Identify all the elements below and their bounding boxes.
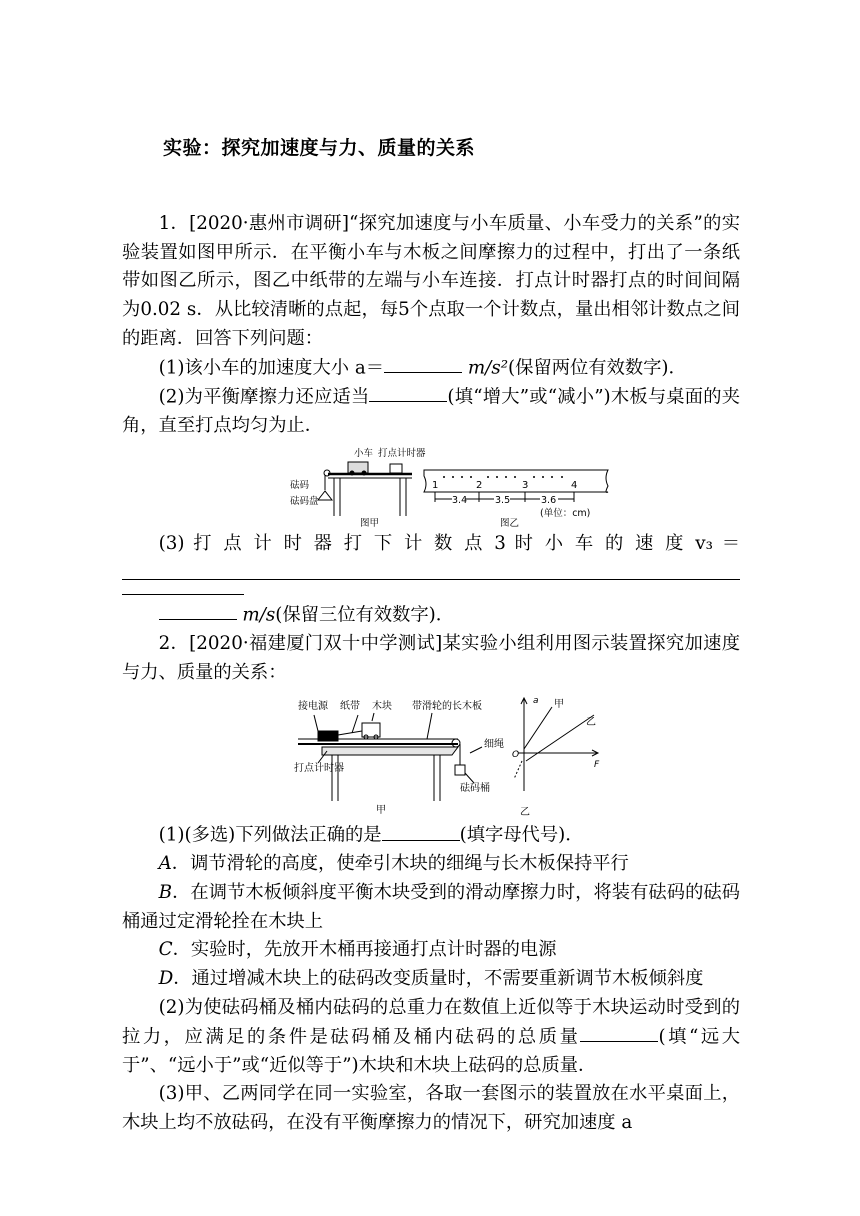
page-title: 实验：探究加速度与力、质量的关系 [163,137,476,159]
a-f-graph [514,698,598,791]
answer-blank[interactable] [580,1023,658,1042]
cart-label: 小车 [354,448,374,460]
question-2-intro: 2．[2020·福建厦门双十中学测试]某实验小组利用图示装置探究加速度与力、质量的关系： [122,632,740,683]
answer-blank[interactable] [384,354,462,373]
weight-label: 砝码 [290,480,310,492]
q1-part-2-text: (2)为平衡摩擦力还应适当 [158,385,370,407]
q1-part-3-cont [122,601,740,630]
q2-part-1-text: (1)(多选)下列做法正确的是 [158,824,382,846]
q1-part-1 [122,354,740,383]
q1-part-1-note: (保留两位有效数字)． [508,356,687,378]
label-power: 接电源 [298,701,328,713]
q2-part-1 [122,821,740,850]
figure-2 [122,691,740,819]
option-d [122,965,740,994]
option-a-text: ．调节滑轮的高度，使牵引木块的细绳与长木板保持平行 [171,853,629,875]
answer-blank[interactable] [369,383,447,402]
answer-line-short[interactable] [122,580,244,595]
distance-3-4: 3.6 [541,495,557,507]
tape-dots [443,476,563,478]
option-c-letter: C [158,939,173,961]
figure-1-drawing [122,444,740,528]
question-1-intro: 1．[2020·惠州市调研]“探究加速度与小车质量、小车受力的关系”的实验装置如图甲所示．在平衡小车与木板之间摩擦力的过程中，打出了一条纸带如图乙所示，图乙中纸带的左端与小车连接．打点计时器打点的时间间隔为0.02 s．从比较清晰的点起，每5个点取一个计数点，量出相邻计数点之间的距离．回答下列问题： [122,213,740,349]
setup-diagram [298,713,482,801]
origin-label: O [512,750,520,761]
q2-part-2-note: (填“远大于”、“远小于”或“近似等于”)木块和木块上砝码的总质量． [122,1025,741,1076]
caption-b: 图乙 [500,518,520,529]
timer-label: 打点计时器 [378,448,426,460]
answer-blank[interactable] [382,821,460,840]
line-jia-label: 甲 [554,699,564,711]
axis-a-label: a [533,696,539,707]
figure-2-caption-b: 乙 [520,807,530,819]
axis-f-label: F [594,760,600,771]
tape-point-2: 2 [476,480,483,492]
document-body [122,210,740,1138]
caption-a: 图甲 [360,518,380,529]
tape-unit: (单位：cm) [540,508,591,520]
tape-point-1: 1 [432,480,439,492]
q2-part-3: (3)甲、乙两同学在同一实验室，各取一套图示的装置放在水平桌面上，木块上均不放砝码，在没有平衡摩擦力的情况下，研究加速度 a [122,1083,740,1133]
apparatus-diagram [318,462,412,516]
distance-1-2: 3.4 [452,495,468,507]
q1-part-3-note: (保留三位有效数字)． [275,604,455,626]
option-c [122,936,740,965]
label-tape: 纸带 [340,701,360,713]
option-c-text: ．实验时，先放开木桶再接通打点计时器的电源 [172,939,557,961]
line-yi-label: 乙 [586,717,596,729]
figure-1 [122,444,740,528]
label-bucket: 砝码桶 [460,783,490,795]
label-rope: 细绳 [484,739,504,751]
figure-2-drawing [122,691,740,819]
q1-part-2 [122,383,740,441]
distance-2-3: 3.5 [495,495,511,507]
q2-part-2 [122,994,740,1080]
pan-label: 砝码盘 [290,496,319,508]
option-a [122,850,740,879]
option-b-letter: B [158,882,173,904]
q1-part-1-unit: m/s² [467,356,509,378]
q1-part-2-note: (填“增大”或“减小”)木板与桌面的夹角，直至打点均匀为止． [122,385,740,436]
label-timer: 打点计时器 [294,763,344,775]
option-d-text: ．通过增减木块上的砝码改变质量时，不需要重新调节木板倾斜度 [173,968,704,990]
answer-blank[interactable] [159,601,237,620]
option-b-text: ．在调节木板倾斜度平衡木块受到的滑动摩擦力时，将装有砝码的砝码桶通过定滑轮拴在木块上 [122,882,740,932]
q1-part-1-text: (1)该小车的加速度大小 a＝ [158,356,385,378]
option-d-letter: D [158,968,174,990]
tape-point-3: 3 [522,480,529,492]
label-block: 木块 [372,701,392,713]
q1-part-3: (3) 打 点 计 时 器 打 下 计 数 点 3 时 小 车 的 速 度 v₃ ＝ [158,533,740,555]
tape-point-4: 4 [571,480,578,492]
label-board: 带滑轮的长木板 [412,701,482,713]
answer-line-full[interactable] [122,561,740,580]
option-b [122,879,740,936]
q2-part-1-note: (填字母代号)． [459,824,584,846]
figure-2-caption-a: 甲 [376,805,386,817]
q1-part-3-unit: m/s [242,604,276,626]
option-a-letter: A [158,853,172,875]
q2-part-2-text: (2)为使砝码桶及桶内砝码的总重力在数值上近似等于木块运动时受到的拉力，应满足的条件是砝码桶及桶内砝码的总质量 [122,996,740,1047]
